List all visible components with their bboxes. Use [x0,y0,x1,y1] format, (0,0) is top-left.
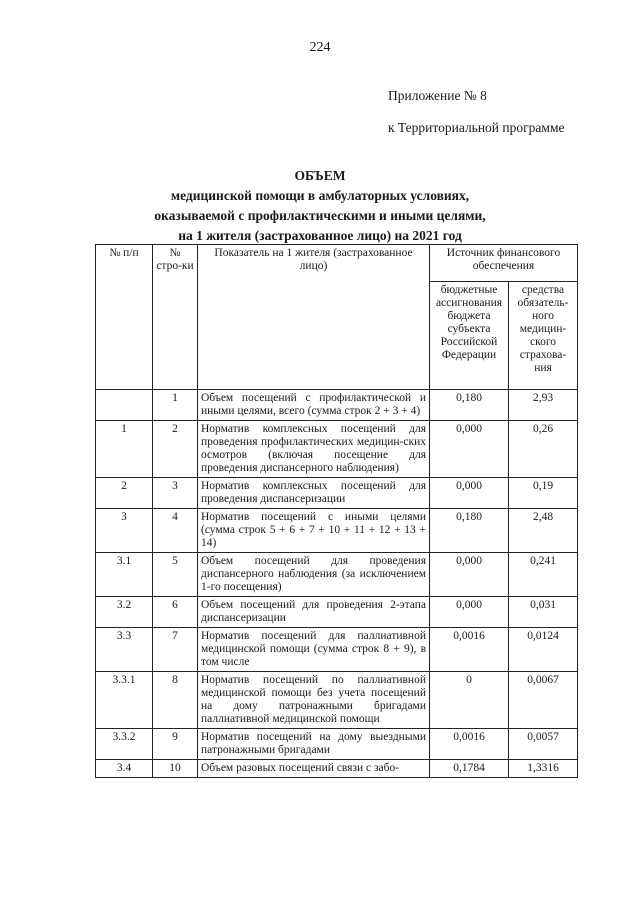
document-title [0,166,640,246]
header-source: Источник финансового обеспечения [430,245,578,282]
cell-row: 7 [153,628,198,672]
cell-num [96,390,153,421]
cell-budget: 0,000 [430,553,509,597]
cell-row: 10 [153,760,198,778]
page-number: 224 [309,40,331,55]
volume-table [95,244,578,778]
cell-budget: 0,0016 [430,729,509,760]
cell-num: 3.3.1 [96,672,153,729]
title-line-2: медицинской помощи в амбулаторных условиях, [170,188,470,203]
cell-budget: 0,180 [430,390,509,421]
cell-num: 3.4 [96,760,153,778]
cell-budget: 0,180 [430,509,509,553]
cell-num: 1 [96,421,153,478]
cell-budget: 0,000 [430,597,509,628]
cell-indicator: Норматив посещений на дому выездными патронажными бригадами [198,729,430,760]
cell-indicator: Объем посещений с профилактической и иными целями, всего (сумма строк 2 + 3 + 4) [198,390,430,421]
cell-oms: 2,48 [509,509,578,553]
cell-budget: 0,1784 [430,760,509,778]
table-row [96,729,578,760]
table-row [96,672,578,729]
cell-indicator: Норматив посещений по паллиативной медицинской помощи без учета посещений на дому патронажными бригадами паллиативной медицинской помощи [198,672,430,729]
cell-budget: 0,000 [430,478,509,509]
title-line-4: на 1 жителя (застрахованное лицо) на 2021 год [178,228,462,243]
cell-budget: 0 [430,672,509,729]
cell-num: 3.3.2 [96,729,153,760]
header-oms: средства обязатель-ного медицин-ского страхова-ния [509,282,578,390]
cell-oms: 0,241 [509,553,578,597]
cell-budget: 0,000 [430,421,509,478]
cell-oms: 0,19 [509,478,578,509]
table-row [96,478,578,509]
table-row [96,390,578,421]
cell-row: 5 [153,553,198,597]
cell-row: 3 [153,478,198,509]
cell-indicator: Норматив комплексных посещений для проведения профилактических медицин-ских осмотров (включая посещение для проведения диспансерного наблюдения) [198,421,430,478]
cell-row: 4 [153,509,198,553]
cell-row: 6 [153,597,198,628]
cell-row: 1 [153,390,198,421]
header-row: № стро-ки [153,245,198,390]
cell-indicator: Норматив посещений для паллиативной медицинской помощи (сумма строк 8 + 9), в том числе [198,628,430,672]
cell-oms: 0,0124 [509,628,578,672]
cell-num: 3.1 [96,553,153,597]
cell-oms: 0,031 [509,597,578,628]
table-row [96,597,578,628]
cell-oms: 0,26 [509,421,578,478]
table-header-row [96,245,578,282]
cell-oms: 0,0057 [509,729,578,760]
cell-indicator: Норматив комплексных посещений для проведения диспансеризации [198,478,430,509]
cell-num: 3.3 [96,628,153,672]
table-row [96,553,578,597]
cell-num: 3 [96,509,153,553]
header-budget: бюджетные ассигнования бюджета субъекта Российской Федерации [430,282,509,390]
annex-number: Приложение № 8 [388,88,487,103]
cell-indicator: Объем разовых посещений связи с забо- [198,760,430,778]
table-row [96,628,578,672]
cell-row: 2 [153,421,198,478]
table-row [96,760,578,778]
cell-oms: 2,93 [509,390,578,421]
annex-reference: к Территориальной программе [388,120,565,135]
cell-row: 8 [153,672,198,729]
cell-num: 2 [96,478,153,509]
cell-row: 9 [153,729,198,760]
cell-oms: 0,0067 [509,672,578,729]
table-row [96,421,578,478]
table-row [96,509,578,553]
cell-budget: 0,0016 [430,628,509,672]
header-indicator: Показатель на 1 жителя (застрахованное лицо) [198,245,430,390]
cell-indicator: Объем посещений для проведения 2-этапа диспансеризации [198,597,430,628]
cell-num: 3.2 [96,597,153,628]
title-line-3: оказываемой с профилактическими и иными целями, [154,208,486,223]
cell-oms: 1,3316 [509,760,578,778]
cell-indicator: Норматив посещений с иными целями (сумма строк 5 + 6 + 7 + 10 + 11 + 12 + 13 + 14) [198,509,430,553]
header-num: № п/п [96,245,153,390]
title-line-1: ОБЪЕМ [294,168,346,183]
cell-indicator: Объем посещений для проведения диспансерного наблюдения (за исключением 1-го посещения) [198,553,430,597]
